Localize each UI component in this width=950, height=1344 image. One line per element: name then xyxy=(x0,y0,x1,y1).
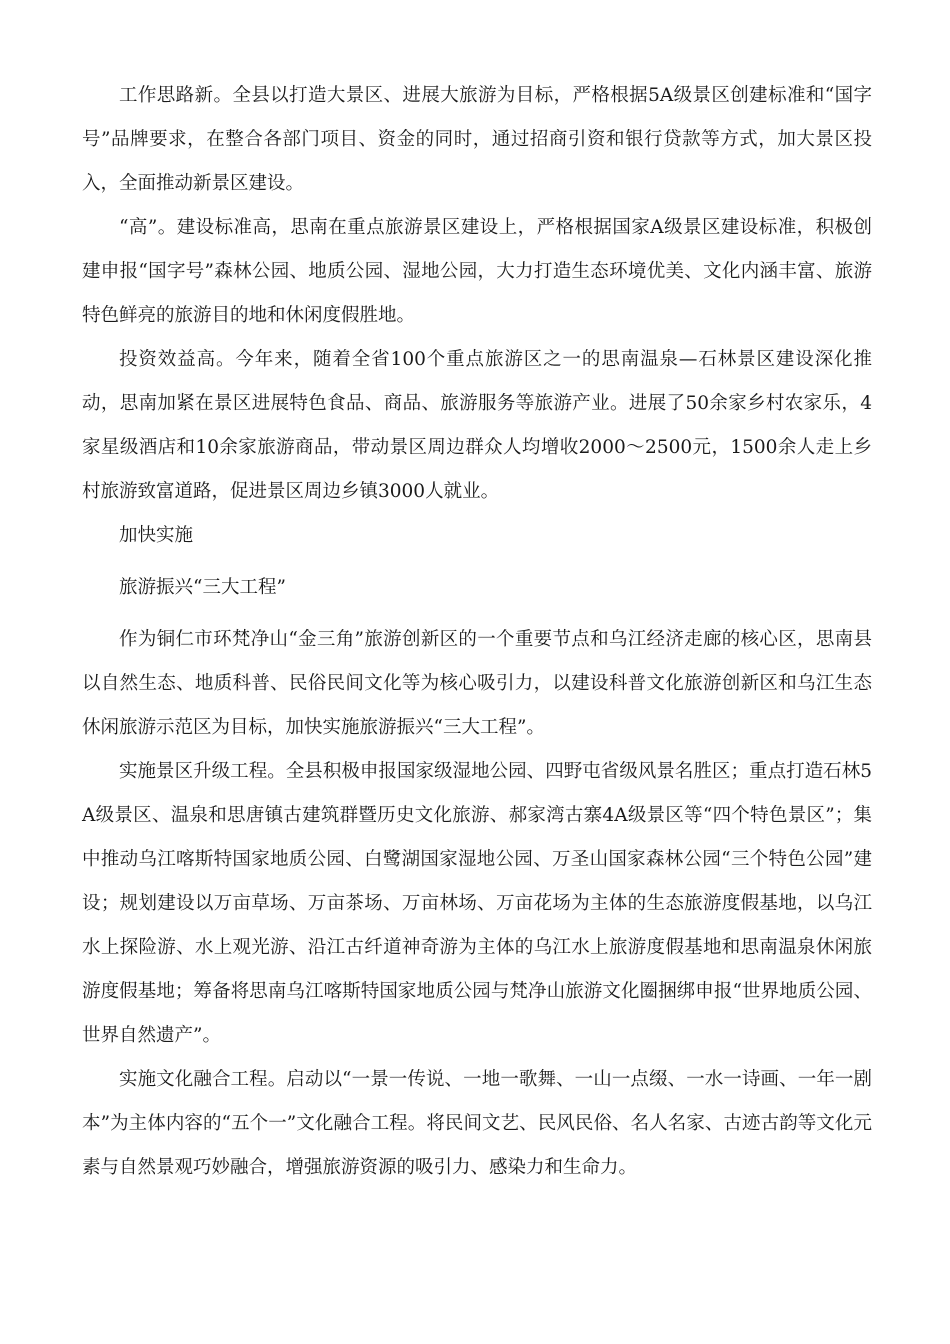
section-heading-accelerate: 加快实施 xyxy=(119,525,194,546)
paragraph-tongren-golden-triangle: 作为铜仁市环梵净山“金三角”旅游创新区的一个重要节点和乌江经济走廊的核心区，思南县以自然生态、地质科普、民俗民间文化等为核心吸引力，以建设科普文化旅游创新区和乌江生态休闲旅游示范区为目标，加快实施旅游振兴“三大工程”。 xyxy=(82,629,872,738)
paragraph-work-approach: 工作思路新。全县以打造大景区、进展大旅游为目标，严格根据5A级景区创建标准和“国字号”品牌要求，在整合各部门项目、资金的同时，通过招商引资和银行贷款等方式，加大景区投入，全面推动新景区建设。 xyxy=(82,85,872,194)
paragraph-high-standards: “高”。建设标准高，思南在重点旅游景区建设上，严格根据国家A级景区建设标准，积极创建申报“国字号”森林公园、地质公园、湿地公园，大力打造生态环境优美、文化内涵丰富、旅游特色鲜亮的旅游目的地和休闲度假胜地。 xyxy=(82,217,872,326)
paragraph-scenic-upgrade: 实施景区升级工程。全县积极申报国家级湿地公园、四野屯省级风景名胜区；重点打造石林5A级景区、温泉和思唐镇古建筑群暨历史文化旅游、郝家湾古寨4A级景区等“四个特色景区”；集中推动乌江喀斯特国家地质公园、白鹭湖国家湿地公园、万圣山国家森林公园“三个特色公园”建设；规划建设以万亩草场、万亩茶场、万亩林场、万亩花场为主体的生态旅游度假基地，以乌江水上探险游、水上观光游、沿江古纤道神奇游为主体的乌江水上旅游度假基地和思南温泉休闲旅游度假基地；筹备将思南乌江喀斯特国家地质公园与梵净山旅游文化圈捆绑申报“世界地质公园、世界自然遗产”。 xyxy=(82,761,872,1046)
section-heading-three-projects: 旅游振兴“三大工程” xyxy=(119,577,286,598)
paragraph-culture-fusion: 实施文化融合工程。启动以“一景一传说、一地一歌舞、一山一点缀、一水一诗画、一年一剧本”为主体内容的“五个一”文化融合工程。将民间文艺、民风民俗、名人名家、古迹古韵等文化元素与自然景观巧妙融合，增强旅游资源的吸引力、感染力和生命力。 xyxy=(82,1069,872,1178)
paragraph-investment-returns: 投资效益高。今年来，随着全省100个重点旅游区之一的思南温泉—石林景区建设深化推动，思南加紧在景区进展特色食品、商品、旅游服务等旅游产业。进展了50余家乡村农家乐，4家星级酒店和10余家旅游商品，带动景区周边群众人均增收2000～2500元，1500余人走上乡村旅游致富道路，促进景区周边乡镇3000人就业。 xyxy=(82,349,872,502)
